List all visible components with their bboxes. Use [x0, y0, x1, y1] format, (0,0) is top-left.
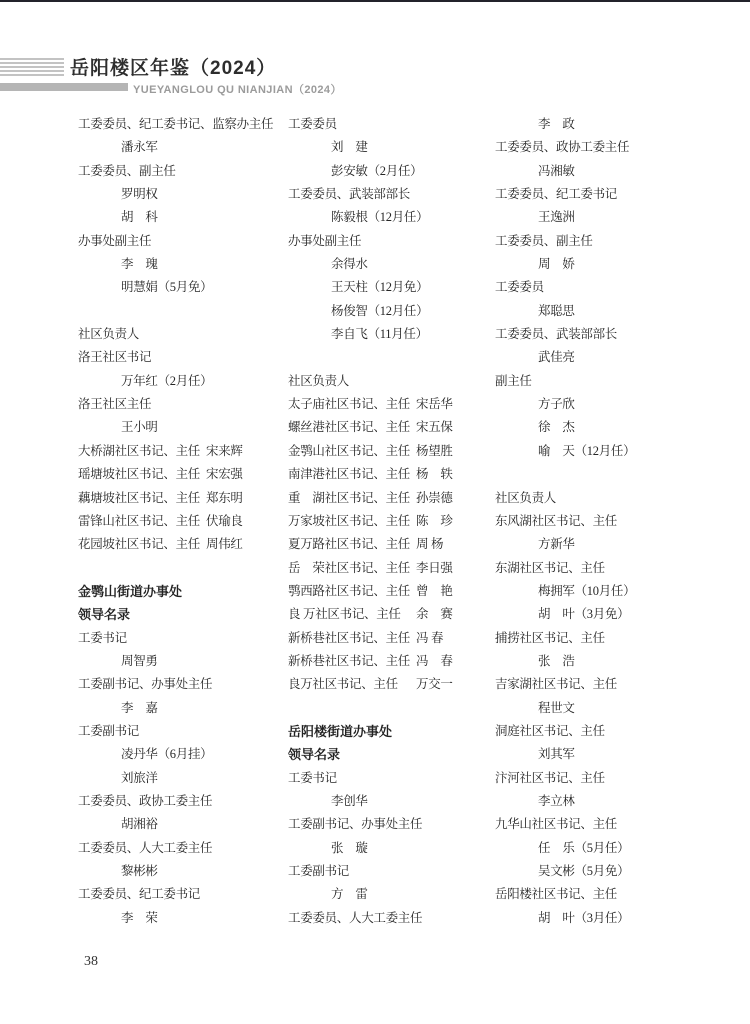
- text-line-role: 工委副书记: [78, 723, 140, 738]
- text-line-pair: [288, 510, 485, 533]
- text-line-role: 工委委员: [495, 280, 544, 295]
- text-line-pair: [288, 416, 485, 439]
- person-name: 伏瑜良: [206, 513, 243, 528]
- text-line-role: 洞庭社区书记、主任: [495, 723, 605, 738]
- text-line-name: 余得水: [331, 257, 368, 272]
- text-line-name: 张 璇: [331, 840, 368, 855]
- text-line-pair: [288, 463, 485, 486]
- text-line-role: 办事处副主任: [288, 233, 362, 248]
- text-line-name: 罗明权: [121, 187, 158, 202]
- role-text: 大桥湖社区书记、主任: [78, 443, 201, 458]
- person-name: 宋五保: [416, 420, 453, 435]
- text-line-pair: [288, 627, 485, 650]
- person-name: 杨望胜: [416, 443, 453, 458]
- role-text: 藕塘坡社区书记、主任: [78, 490, 201, 505]
- text-line-name: 冯湘敏: [538, 163, 575, 178]
- text-line-name: 王小明: [121, 420, 158, 435]
- header-deco-bar: [0, 83, 128, 91]
- text-line-name: 李 嘉: [121, 700, 158, 715]
- person-name: 宋宏强: [206, 467, 243, 482]
- text-line-name: 凌丹华（6月挂）: [121, 747, 213, 762]
- text-line-role: 工委委员、政协工委主任: [78, 793, 213, 808]
- text-line-name: 胡 叶（3月免）: [538, 607, 630, 622]
- text-line-role: 工委委员、人大工委主任: [288, 910, 423, 925]
- text-line-name: 武佳亮: [538, 350, 575, 365]
- text-line-role: 工委委员、纪工委书记: [495, 187, 618, 202]
- text-line-heading: 岳阳楼街道办事处: [288, 723, 393, 739]
- text-line-pair: [288, 533, 485, 556]
- text-line-name: 李 瑰: [121, 257, 158, 272]
- text-line-name: 周 娇: [538, 257, 575, 272]
- text-line-pair: [288, 603, 485, 626]
- text-line-heading: 领导名录: [288, 747, 341, 763]
- text-line-name: 喻 天（12月任）: [538, 443, 636, 458]
- text-line-name: 吴文彬（5月免）: [538, 864, 630, 878]
- spacer-line: [78, 557, 279, 580]
- spacer-line: [288, 346, 485, 369]
- person-name: 陈 珍: [416, 513, 453, 528]
- text-line-role: 洛王社区书记: [78, 350, 152, 365]
- text-line-role: 九华山社区书记、主任: [495, 817, 618, 832]
- role-text: 岳 荣社区书记、主任: [288, 560, 411, 575]
- text-line-name: 胡湘裕: [121, 817, 158, 832]
- text-line-pair: [78, 510, 279, 533]
- text-line-role: 东湖社区书记、主任: [495, 560, 605, 575]
- text-line-name: 任 乐（5月任）: [538, 840, 630, 855]
- person-name: 万交一: [416, 677, 453, 692]
- text-line-pair: [288, 557, 485, 580]
- page-number: 38: [84, 954, 98, 969]
- text-line-role: 办事处副主任: [78, 233, 152, 248]
- header-deco-lines-icon: [0, 58, 64, 78]
- text-line-name: 王天柱（12月免）: [331, 280, 429, 295]
- spacer-line: [288, 697, 485, 720]
- text-line-name: 李 政: [538, 117, 575, 131]
- spacer-line: [78, 300, 279, 323]
- person-name: 冯 春: [416, 653, 453, 668]
- text-line-name: 彭安敏（2月任）: [331, 163, 423, 178]
- text-line-name: 潘永军: [121, 140, 158, 155]
- person-name: 李日强: [416, 560, 453, 575]
- person-name: 宋来辉: [206, 443, 243, 458]
- text-line-role: 洛王社区主任: [78, 397, 152, 412]
- text-line-pair: [78, 463, 279, 486]
- text-line-role: 工委委员、武装部部长: [288, 187, 411, 202]
- person-name: 周伟红: [206, 537, 243, 552]
- role-text: 螺丝港社区书记、主任: [288, 420, 411, 435]
- role-text: 重 湖社区书记、主任: [288, 490, 411, 505]
- text-line-heading: 领导名录: [78, 607, 131, 623]
- role-text: 金鹗山社区书记、主任: [288, 443, 411, 458]
- text-line-pair: [78, 533, 279, 556]
- text-line-role: 工委书记: [78, 630, 127, 645]
- text-line-role: 社区负责人: [495, 490, 557, 505]
- text-line-name: 明慧娟（5月免）: [121, 280, 213, 295]
- role-text: 新桥巷社区书记、主任: [288, 630, 411, 645]
- text-line-role: 东风湖社区书记、主任: [495, 513, 618, 528]
- role-text: 雷锋山社区书记、主任: [78, 513, 201, 528]
- text-line-name: 黎彬彬: [121, 864, 158, 878]
- text-line-pair: [78, 487, 279, 510]
- person-name: 孙崇德: [416, 490, 453, 505]
- text-line-name: 刘 建: [331, 140, 368, 155]
- person-name: 冯 春: [416, 630, 444, 645]
- text-line-name: 刘其军: [538, 747, 575, 762]
- text-line-role: 汴河社区书记、主任: [495, 770, 605, 785]
- role-text: 良万社区书记、主任: [288, 677, 398, 692]
- spacer-line: [495, 463, 715, 486]
- text-line-role: 吉家湖社区书记、主任: [495, 677, 618, 692]
- text-line-name: 李立林: [538, 793, 575, 808]
- text-line-role: 工委委员、人大工委主任: [78, 840, 213, 855]
- text-line-role: 岳阳楼社区书记、主任: [495, 887, 618, 902]
- text-line-role: 工委副书记: [288, 864, 350, 878]
- text-line-pair: [288, 650, 485, 673]
- text-line-role: 工委委员、纪工委书记: [78, 887, 201, 902]
- text-line-name: 胡 叶（3月任）: [538, 910, 630, 925]
- text-line-name: 方子欣: [538, 397, 575, 412]
- role-text: 良 万社区书记、主任: [288, 607, 401, 622]
- page-title: 岳阳楼区年鉴（2024）: [70, 58, 277, 79]
- text-line-name: 陈毅根（12月任）: [331, 210, 429, 225]
- text-line-name: 程世文: [538, 700, 575, 715]
- text-line-role: 工委委员、副主任: [495, 233, 593, 248]
- text-line-role: 工委委员、副主任: [78, 163, 176, 178]
- page-subtitle: YUEYANGLOU QU NIANJIAN（2024）: [133, 84, 342, 96]
- text-line-name: 刘旅洋: [121, 770, 158, 785]
- text-line-role: 社区负责人: [288, 373, 350, 388]
- text-line-role: 工委委员、纪工委书记、监察办主任: [78, 117, 274, 131]
- role-text: 夏万路社区书记、主任: [288, 537, 411, 552]
- text-line-role: 社区负责人: [78, 327, 140, 342]
- text-line-pair: [288, 580, 485, 603]
- text-line-name: 胡 科: [121, 210, 158, 225]
- person-name: 杨 轶: [416, 467, 453, 482]
- text-line-name: 李创华: [331, 793, 368, 808]
- text-line-heading: 金鹗山街道办事处: [78, 583, 183, 599]
- text-line-role: 工委委员、政协工委主任: [495, 140, 630, 155]
- text-line-name: 张 浩: [538, 653, 575, 668]
- text-line-name: 郑聪思: [538, 303, 575, 318]
- text-line-name: 方新华: [538, 537, 575, 552]
- role-text: 万家坡社区书记、主任: [288, 513, 411, 528]
- text-line-role: 捕捞社区书记、主任: [495, 630, 605, 645]
- text-line-name: 周智勇: [121, 653, 158, 668]
- text-line-name: 梅拥军（10月任）: [538, 583, 636, 598]
- text-line-name: 王逸洲: [538, 210, 575, 225]
- text-line-pair: [78, 440, 279, 463]
- text-line-name: 方 雷: [331, 887, 368, 902]
- text-line-pair: [288, 673, 485, 696]
- column-middle: [288, 113, 485, 930]
- text-line-name: 徐 杰: [538, 420, 575, 435]
- role-text: 南津港社区书记、主任: [288, 467, 411, 482]
- text-line-pair: [288, 487, 485, 510]
- text-line-pair: [288, 393, 485, 416]
- person-name: 曾 艳: [416, 583, 453, 598]
- person-name: 宋岳华: [416, 397, 453, 412]
- text-line-role: 工委副书记、办事处主任: [288, 817, 423, 832]
- text-line-name: 杨俊智（12月任）: [331, 303, 429, 318]
- person-name: 周 杨: [416, 537, 444, 552]
- person-name: 郑东明: [206, 490, 243, 505]
- text-line-name: 李自飞（11月任）: [331, 327, 428, 342]
- text-line-name: 李 荣: [121, 910, 158, 925]
- text-line-role: 工委委员: [288, 117, 337, 131]
- text-line-role: 副主任: [495, 373, 532, 388]
- person-name: 余 赛: [416, 607, 453, 622]
- role-text: 鹗西路社区书记、主任: [288, 583, 411, 598]
- role-text: 花园坡社区书记、主任: [78, 537, 201, 552]
- text-line-pair: [288, 440, 485, 463]
- role-text: 瑶塘坡社区书记、主任: [78, 467, 201, 482]
- text-line-role: 工委副书记、办事处主任: [78, 677, 213, 692]
- column-left: [78, 113, 279, 930]
- column-right: [495, 113, 715, 930]
- text-line-role: 工委书记: [288, 770, 337, 785]
- text-line-role: 工委委员、武装部部长: [495, 327, 618, 342]
- role-text: 太子庙社区书记、主任: [288, 397, 411, 412]
- text-line-name: 万年红（2月任）: [121, 373, 213, 388]
- role-text: 新桥巷社区书记、主任: [288, 653, 411, 668]
